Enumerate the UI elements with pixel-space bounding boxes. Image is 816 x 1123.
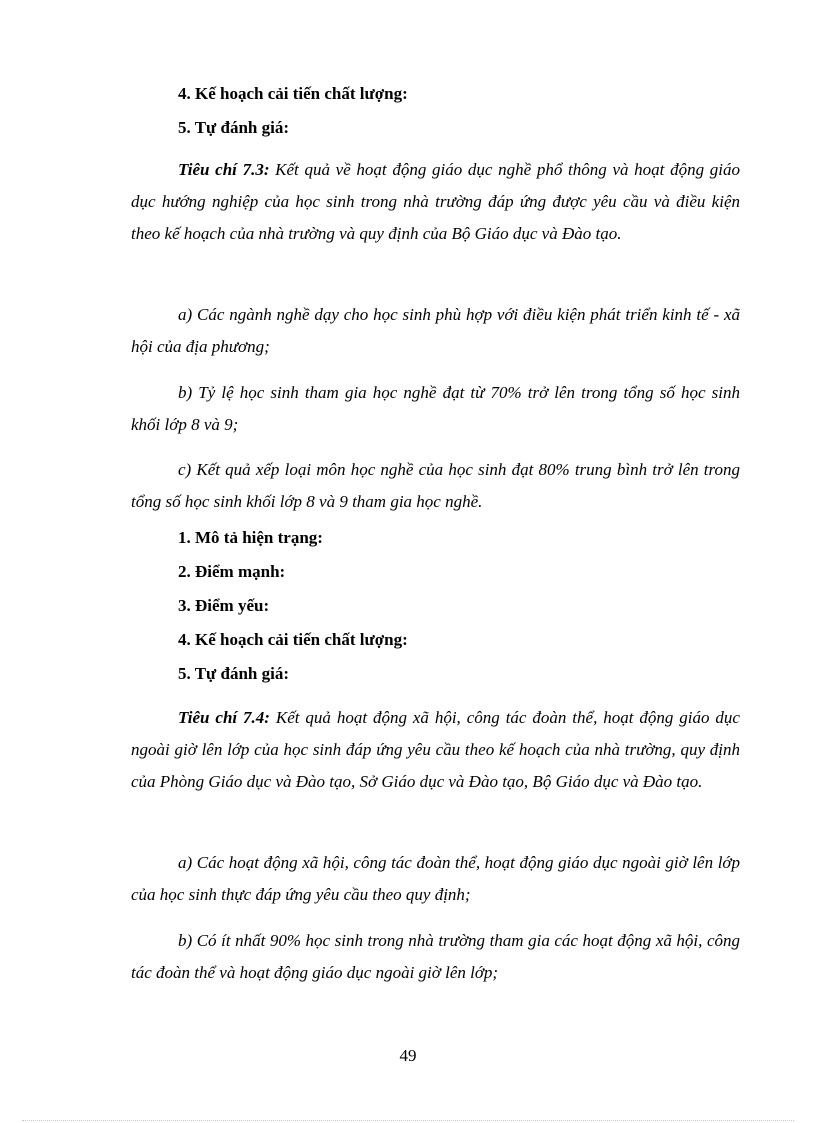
- criterion-paragraph: [131, 702, 740, 798]
- section-heading: 5. Tự đánh giá:: [178, 664, 289, 683]
- section-heading: 3. Điểm yếu:: [178, 596, 270, 615]
- body-paragraph: c) Kết quả xếp loại môn học nghề của học sinh đạt 80% trung bình trở lên trong tổng số học sinh khối lớp 8 và 9 tham gia học nghề.: [131, 460, 740, 511]
- criterion-text: Kết quả về hoạt động giáo dục nghề phổ thông và hoạt động giáo dục hướng nghiệp của học sinh trong nhà trường đáp ứng được yêu cầu và điều kiện theo kế hoạch của nhà trường và quy định của Bộ Giáo dục và Đào tạo.: [131, 160, 740, 243]
- body-paragraph: b) Tỷ lệ học sinh tham gia học nghề đạt từ 70% trở lên trong tổng số học sinh khối lớp 8 và 9;: [131, 383, 740, 434]
- footer-divider: [22, 1120, 794, 1121]
- section-heading: 4. Kế hoạch cải tiến chất lượng:: [178, 630, 408, 649]
- body-paragraph: a) Các hoạt động xã hội, công tác đoàn thể, hoạt động giáo dục ngoài giờ lên lớp của học sinh thực đáp ứng yêu cầu theo quy định;: [131, 853, 740, 904]
- section-heading: 5. Tự đánh giá:: [178, 118, 289, 137]
- section-heading: 1. Mô tả hiện trạng:: [178, 528, 323, 547]
- body-paragraph: a) Các ngành nghề dạy cho học sinh phù hợp với điều kiện phát triển kinh tế - xã hội của địa phương;: [131, 305, 740, 356]
- section-heading: 4. Kế hoạch cải tiến chất lượng:: [178, 84, 408, 103]
- criterion-label: Tiêu chí 7.3:: [178, 160, 270, 179]
- section-heading: 2. Điểm mạnh:: [178, 562, 286, 581]
- criterion-paragraph: [131, 154, 740, 250]
- criterion-text: Kết quả hoạt động xã hội, công tác đoàn thể, hoạt động giáo dục ngoài giờ lên lớp của học sinh đáp ứng yêu cầu theo kế hoạch của nhà trường, quy định của Phòng Giáo dục và Đào tạo, Sở Giáo dục và Đào tạo, Bộ Giáo dục và Đào tạo.: [131, 708, 740, 791]
- body-paragraph: b) Có ít nhất 90% học sinh trong nhà trường tham gia các hoạt động xã hội, công tác đoàn thể và hoạt động giáo dục ngoài giờ lên lớp;: [131, 931, 740, 982]
- page-number: 49: [399, 1046, 417, 1065]
- criterion-label: Tiêu chí 7.4:: [178, 708, 270, 727]
